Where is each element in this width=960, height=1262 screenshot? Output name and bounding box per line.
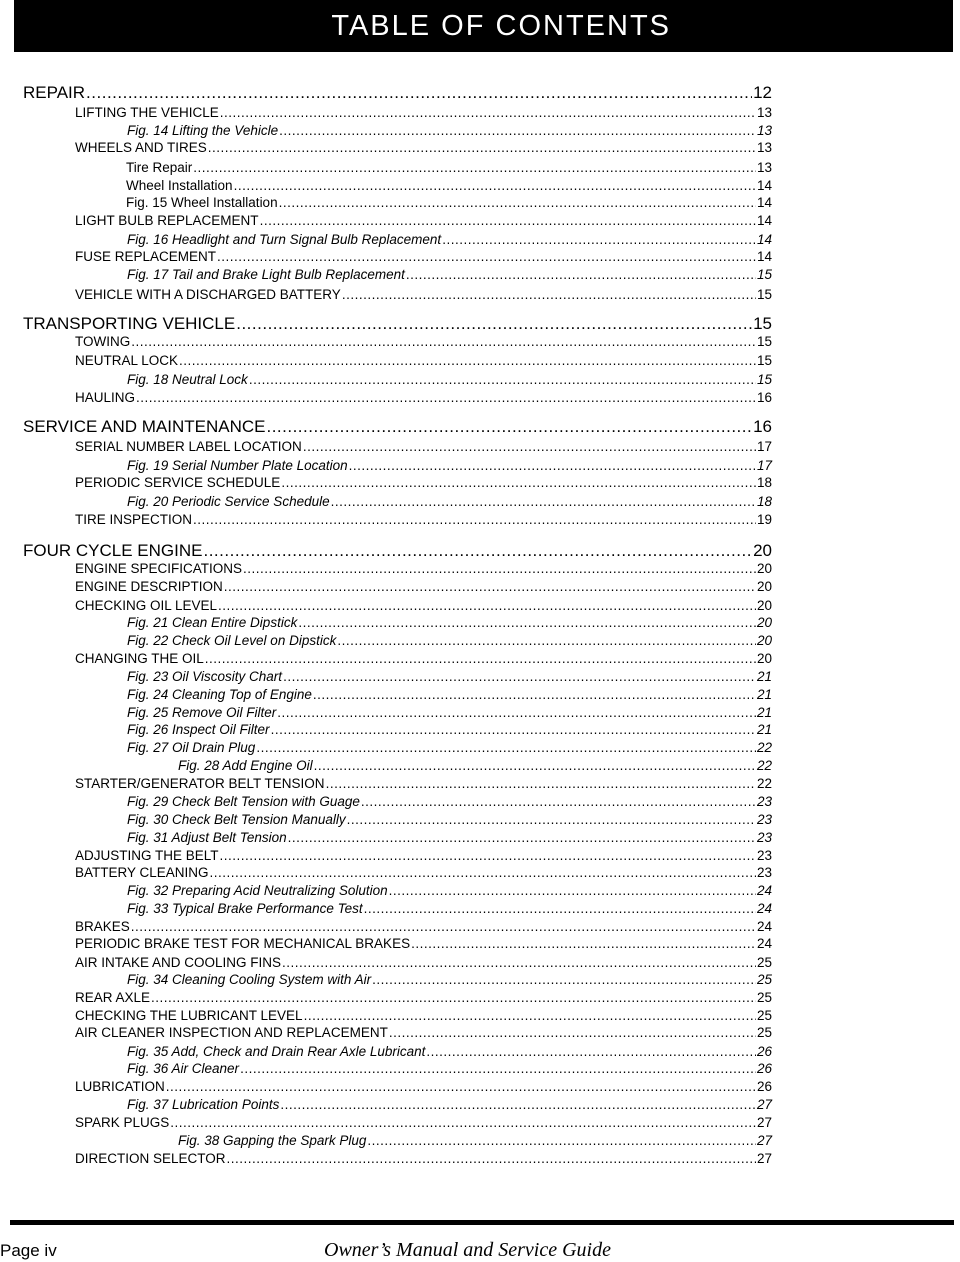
toc-entry-label: Wheel Installation [126,178,233,193]
toc-leader-dots [280,1098,756,1112]
toc-leader-dots [240,1062,756,1076]
toc-entry[interactable] [75,580,772,594]
toc-leader-dots [337,634,756,648]
toc-entry-page: 15 [756,334,772,349]
toc-entry-page: 21 [756,705,772,720]
toc-entry-label: Fig. 20 Periodic Service Schedule [127,494,330,509]
toc-leader-dots [349,459,756,473]
toc-leader-dots [193,513,756,527]
toc-entry-label: ADJUSTING THE BELT [75,848,219,863]
toc-leader-dots [364,902,756,916]
toc-entry-label: FUSE REPLACEMENT [75,249,217,264]
toc-entry[interactable] [127,268,772,282]
toc-entry-page: 26 [756,1061,772,1076]
toc-entry[interactable] [75,991,772,1005]
toc-leader-dots [208,141,756,155]
toc-entry-label: Fig. 21 Clean Entire Dipstick [127,615,298,630]
toc-leader-dots [411,937,756,951]
toc-entry-page: 25 [756,990,772,1005]
toc-leader-dots [331,495,756,509]
toc-leader-dots [313,688,756,702]
toc-entry-label: AIR INTAKE AND COOLING FINS [75,955,282,970]
toc-entry-page: 14 [756,232,772,247]
toc-entry-page: 14 [756,195,772,210]
toc-entry-page: 13 [756,160,772,175]
toc-entry[interactable] [126,179,772,193]
toc-entry[interactable] [75,849,772,863]
toc-entry[interactable] [127,670,772,684]
footer-guide-title: Owner’s Manual and Service Guide [324,1239,611,1261]
toc-leader-dots [326,777,756,791]
toc-entry[interactable] [75,1009,772,1023]
toc-entry-page: 13 [756,123,772,138]
toc-entry[interactable] [75,335,772,349]
toc-leader-dots [220,106,756,120]
toc-leader-dots [256,741,756,755]
toc-entry-page: 20 [756,633,772,648]
toc-leader-dots [210,866,756,880]
toc-entry-page: 25 [756,955,772,970]
toc-leader-dots [442,233,756,247]
toc-entry-page: 21 [756,669,772,684]
toc-entry-label: Fig. 37 Lubrication Points [127,1097,280,1112]
toc-leader-dots [389,1026,756,1040]
toc-entry-page: 12 [753,83,772,102]
toc-entry[interactable] [127,1045,772,1059]
toc-entry[interactable] [75,1152,772,1166]
toc-entry-label: PERIODIC BRAKE TEST FOR MECHANICAL BRAKES [75,936,411,951]
toc-entry[interactable] [127,795,772,809]
toc-entry-page: 27 [756,1097,772,1112]
toc-entry[interactable] [127,741,772,755]
toc-entry-page: 15 [753,314,772,333]
toc-leader-dots [205,652,756,666]
toc-entry[interactable] [75,1116,772,1130]
toc-entry-page: 20 [753,541,772,560]
toc-entry-label: Fig. 33 Typical Brake Performance Test [127,901,363,916]
toc-leader-dots [170,1116,756,1130]
toc-entry-label: PERIODIC SERVICE SCHEDULE [75,475,281,490]
toc-leader-dots [279,196,756,210]
toc-entry[interactable] [75,777,772,791]
toc-entry[interactable] [75,141,772,155]
toc-leader-dots [406,268,756,282]
toc-entry[interactable] [127,495,772,509]
toc-leader-dots [249,373,756,387]
toc-leader-dots [303,440,756,454]
toc-entry-label: Fig. 24 Cleaning Top of Engine [127,687,312,702]
toc-entry-page: 13 [756,140,772,155]
toc-leader-dots [227,1152,756,1166]
toc-entry-label: ENGINE DESCRIPTION [75,579,223,594]
toc-leader-dots [151,991,756,1005]
toc-entry-label: Fig. 25 Remove Oil Filter [127,705,277,720]
toc-entry[interactable] [75,599,772,613]
toc-leader-dots [217,250,756,264]
toc-entry-label: CHECKING OIL LEVEL [75,598,218,613]
toc-entry-page: 23 [756,848,772,863]
toc-entry[interactable] [127,723,772,737]
toc-leader-dots [236,315,752,332]
toc-entry-label: BRAKES [75,919,130,934]
toc-entry-label: ENGINE SPECIFICATIONS [75,561,243,576]
toc-entry-page: 20 [756,598,772,613]
toc-entry-page: 25 [756,972,772,987]
toc-leader-dots [131,920,756,934]
toc-entry[interactable] [127,884,772,898]
footer-rule [10,1220,954,1225]
toc-entry[interactable] [75,562,772,576]
toc-entry-label: Fig. 34 Cleaning Cooling System with Air [127,972,372,987]
toc-entry-label: Fig. 19 Serial Number Plate Location [127,458,348,473]
toc-entry[interactable] [127,973,772,987]
title-bar [14,0,953,52]
toc-entry-page: 24 [756,901,772,916]
toc-entry-label: Fig. 22 Check Oil Level on Dipstick [127,633,337,648]
toc-entry-page: 15 [756,353,772,368]
toc-entry[interactable] [23,315,772,332]
toc-entry[interactable] [75,1026,772,1040]
toc-entry-page: 15 [756,267,772,282]
toc-entry-page: 14 [756,178,772,193]
toc-entry-label: Fig. 35 Add, Check and Drain Rear Axle Lubricant [127,1044,426,1059]
toc-entry[interactable] [75,214,772,228]
toc-entry[interactable] [127,1098,772,1112]
toc-leader-dots [271,723,756,737]
toc-leader-dots [224,580,756,594]
toc-entry-label: REAR AXLE [75,990,151,1005]
toc-entry[interactable] [75,440,772,454]
toc-entry[interactable] [75,476,772,490]
toc-entry-page: 25 [756,1025,772,1040]
toc-leader-dots [314,759,756,773]
toc-entry-page: 26 [756,1044,772,1059]
toc-entry[interactable] [75,652,772,666]
toc-entry[interactable] [127,1062,772,1076]
toc-leader-dots [283,670,756,684]
toc-entry[interactable] [75,513,772,527]
toc-leader-dots [279,124,756,138]
toc-entry[interactable] [127,124,772,138]
toc-entry-label: Fig. 27 Oil Drain Plug [127,740,256,755]
toc-entry-page: 20 [756,615,772,630]
toc-entry-page: 22 [756,776,772,791]
toc-entry-label: LUBRICATION [75,1079,165,1094]
toc-leader-dots [347,813,756,827]
toc-entry-page: 23 [756,812,772,827]
toc-entry-page: 25 [756,1008,772,1023]
toc-entry-page: 27 [756,1151,772,1166]
toc-entry-label: TRANSPORTING VEHICLE [23,314,236,333]
toc-leader-dots [304,1009,756,1023]
toc-leader-dots [86,84,752,101]
toc-entry-label: SERIAL NUMBER LABEL LOCATION [75,439,302,454]
toc-entry-label: LIFTING THE VEHICLE [75,105,219,120]
toc-entry-label: Fig. 26 Inspect Oil Filter [127,722,270,737]
toc-entry[interactable] [178,1134,772,1148]
toc-entry[interactable] [75,106,772,120]
toc-leader-dots [288,831,756,845]
toc-entry-page: 21 [756,687,772,702]
toc-entry-page: 15 [756,287,772,302]
toc-entry-page: 15 [756,372,772,387]
toc-entry-label: TOWING [75,334,131,349]
toc-entry-page: 23 [756,830,772,845]
toc-entry-label: HAULING [75,390,136,405]
toc-entry-label: Fig. 31 Adjust Belt Tension [127,830,287,845]
toc-entry[interactable] [75,250,772,264]
toc-entry-page: 16 [753,417,772,436]
toc-leader-dots [361,795,756,809]
toc-entry-page: 13 [756,105,772,120]
toc-entry-label: CHECKING THE LUBRICANT LEVEL [75,1008,303,1023]
toc-entry-label: LIGHT BULB REPLACEMENT [75,213,259,228]
toc-leader-dots [372,973,756,987]
toc-entry-label: REPAIR [23,83,86,102]
toc-entry-page: 27 [756,1133,772,1148]
toc-entry[interactable] [23,418,772,435]
toc-entry[interactable] [23,84,772,101]
toc-entry[interactable] [75,391,772,405]
toc-entry[interactable] [126,196,772,210]
toc-entry-page: 21 [756,722,772,737]
toc-entry-label: CHANGING THE OIL [75,651,204,666]
toc-entry-page: 20 [756,561,772,576]
toc-leader-dots [203,542,752,559]
toc-entry-label: FOUR CYCLE ENGINE [23,541,203,560]
toc-entry-page: 23 [756,794,772,809]
toc-entry-label: Fig. 38 Gapping the Spark Plug [178,1133,367,1148]
toc-entry-page: 27 [756,1115,772,1130]
toc-entry-label: Fig. 14 Lifting the Vehicle [127,123,279,138]
toc-leader-dots [282,956,756,970]
toc-entry-page: 22 [756,758,772,773]
toc-entry[interactable] [127,459,772,473]
toc-entry-label: Fig. 18 Neutral Lock [127,372,248,387]
toc-entry-page: 16 [756,390,772,405]
toc-leader-dots [131,335,756,349]
toc-entry-page: 18 [756,475,772,490]
toc-leader-dots [298,616,756,630]
toc-entry-label: Fig. 32 Preparing Acid Neutralizing Solution [127,883,388,898]
toc-entry[interactable] [75,288,772,302]
toc-entry-page: 24 [756,883,772,898]
toc-entry-label: Fig. 16 Headlight and Turn Signal Bulb Replacement [127,232,442,247]
toc-entry-label: Tire Repair [126,160,193,175]
toc-entry-label: TIRE INSPECTION [75,512,193,527]
toc-entry[interactable] [75,354,772,368]
toc-leader-dots [260,214,756,228]
toc-leader-dots [367,1134,756,1148]
toc-entry-label: NEUTRAL LOCK [75,353,179,368]
toc-entry-page: 22 [756,740,772,755]
toc-leader-dots [342,288,756,302]
toc-entry[interactable] [127,813,772,827]
toc-entry-label: Fig. 36 Air Cleaner [127,1061,240,1076]
toc-leader-dots [220,849,756,863]
toc-entry-label: Fig. 28 Add Engine Oil [178,758,313,773]
toc-leader-dots [281,476,756,490]
page-title: TABLE OF CONTENTS [331,10,671,42]
footer-page-number: Page iv [0,1241,57,1260]
toc-entry-label: SPARK PLUGS [75,1115,170,1130]
toc-entry-label: Fig. 17 Tail and Brake Light Bulb Replacement [127,267,405,282]
toc-leader-dots [266,418,752,435]
toc-entry-page: 24 [756,919,772,934]
toc-entry-page: 14 [756,213,772,228]
toc-entry-label: Fig. 23 Oil Viscosity Chart [127,669,283,684]
toc-entry[interactable] [127,831,772,845]
toc-entry[interactable] [127,706,772,720]
toc-leader-dots [277,706,756,720]
toc-entry-label: DIRECTION SELECTOR [75,1151,226,1166]
toc-entry-page: 20 [756,579,772,594]
toc-entry[interactable] [126,161,772,175]
toc-entry-page: 23 [756,865,772,880]
toc-entry-label: Fig. 29 Check Belt Tension with Guage [127,794,360,809]
toc-entry[interactable] [178,759,772,773]
toc-leader-dots [389,884,756,898]
toc-entry[interactable] [75,920,772,934]
toc-leader-dots [193,161,756,175]
toc-entry[interactable] [75,1080,772,1094]
toc-entry-label: Fig. 15 Wheel Installation [126,195,278,210]
toc-entry-page: 26 [756,1079,772,1094]
toc-leader-dots [243,562,756,576]
toc-entry-page: 18 [756,494,772,509]
toc-entry-page: 24 [756,936,772,951]
toc-entry[interactable] [75,956,772,970]
toc-entry-label: STARTER/GENERATOR BELT TENSION [75,776,325,791]
toc-entry[interactable] [127,902,772,916]
toc-entry-label: Fig. 30 Check Belt Tension Manually [127,812,346,827]
toc-entry[interactable] [127,233,772,247]
toc-entry-page: 19 [756,512,772,527]
toc-entry[interactable] [127,616,772,630]
toc-entry-label: SERVICE AND MAINTENANCE [23,417,266,436]
toc-leader-dots [218,599,756,613]
toc-entry[interactable] [127,373,772,387]
toc-leader-dots [426,1045,756,1059]
toc-entry-label: WHEELS AND TIRES [75,140,207,155]
toc-entry-page: 14 [756,249,772,264]
toc-entry-page: 17 [756,439,772,454]
toc-entry-label: VEHICLE WITH A DISCHARGED BATTERY [75,287,341,302]
toc-entry-page: 17 [756,458,772,473]
toc-entry[interactable] [127,634,772,648]
toc-entry-label: AIR CLEANER INSPECTION AND REPLACEMENT [75,1025,388,1040]
toc-entry[interactable] [75,866,772,880]
toc-leader-dots [166,1080,756,1094]
toc-entry-page: 20 [756,651,772,666]
toc-entry[interactable] [75,937,772,951]
toc-entry[interactable] [127,688,772,702]
toc-leader-dots [179,354,756,368]
toc-entry[interactable] [23,542,772,559]
toc-leader-dots [136,391,756,405]
toc-entry-label: BATTERY CLEANING [75,865,209,880]
toc-leader-dots [234,179,756,193]
